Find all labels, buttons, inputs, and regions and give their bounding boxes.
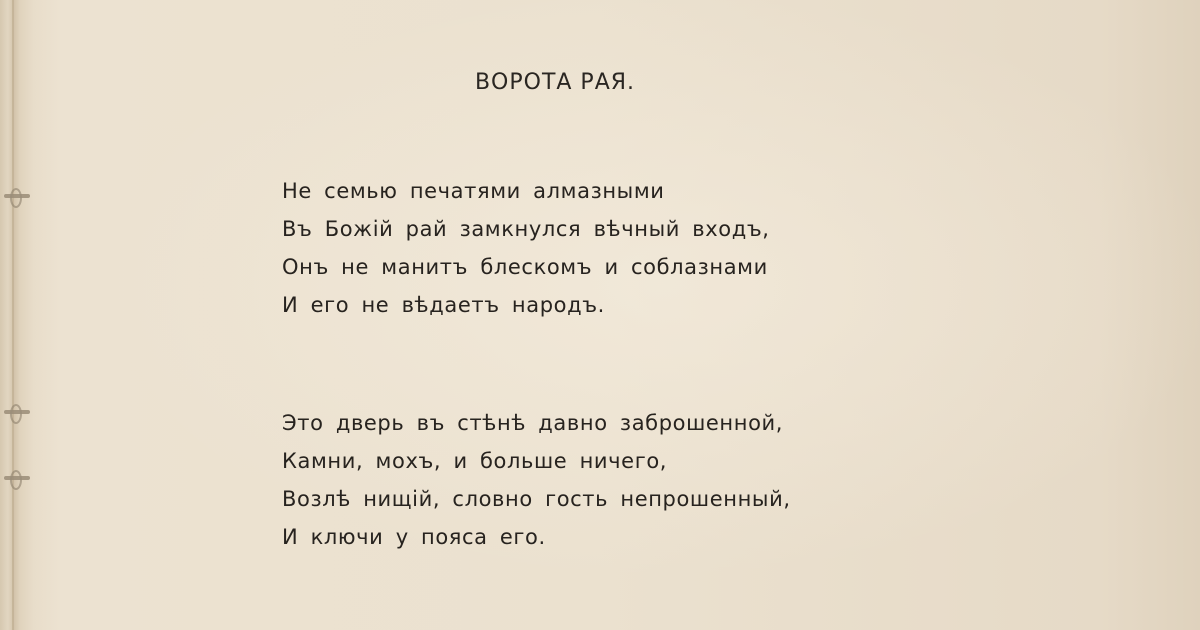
poem-title: ВОРОТА РАЯ.: [474, 70, 636, 95]
poem-line: И ключи у пояса его.: [282, 525, 546, 549]
poem-line: Это дверь въ стѣнѣ давно заброшенной,: [282, 411, 784, 435]
poem-line: Камни, мохъ, и больше ничего,: [282, 449, 668, 473]
poem-line: Онъ не манитъ блескомъ и соблазнами: [282, 255, 768, 279]
poem-line: Въ Божій рай замкнулся вѣчный входъ,: [282, 217, 770, 241]
stanza-2: [282, 404, 791, 556]
binding-stitch-icon: [4, 476, 30, 480]
poem-line: Не семью печатями алмазными: [282, 179, 665, 203]
poem-line: Возлѣ нищій, словно гость непрошенный,: [282, 487, 791, 511]
poem-line: И его не вѣдаетъ народъ.: [282, 293, 605, 317]
stanza-1: [282, 172, 770, 324]
binding-stitch-icon: [4, 194, 30, 198]
binding-stitch-icon: [4, 410, 30, 414]
